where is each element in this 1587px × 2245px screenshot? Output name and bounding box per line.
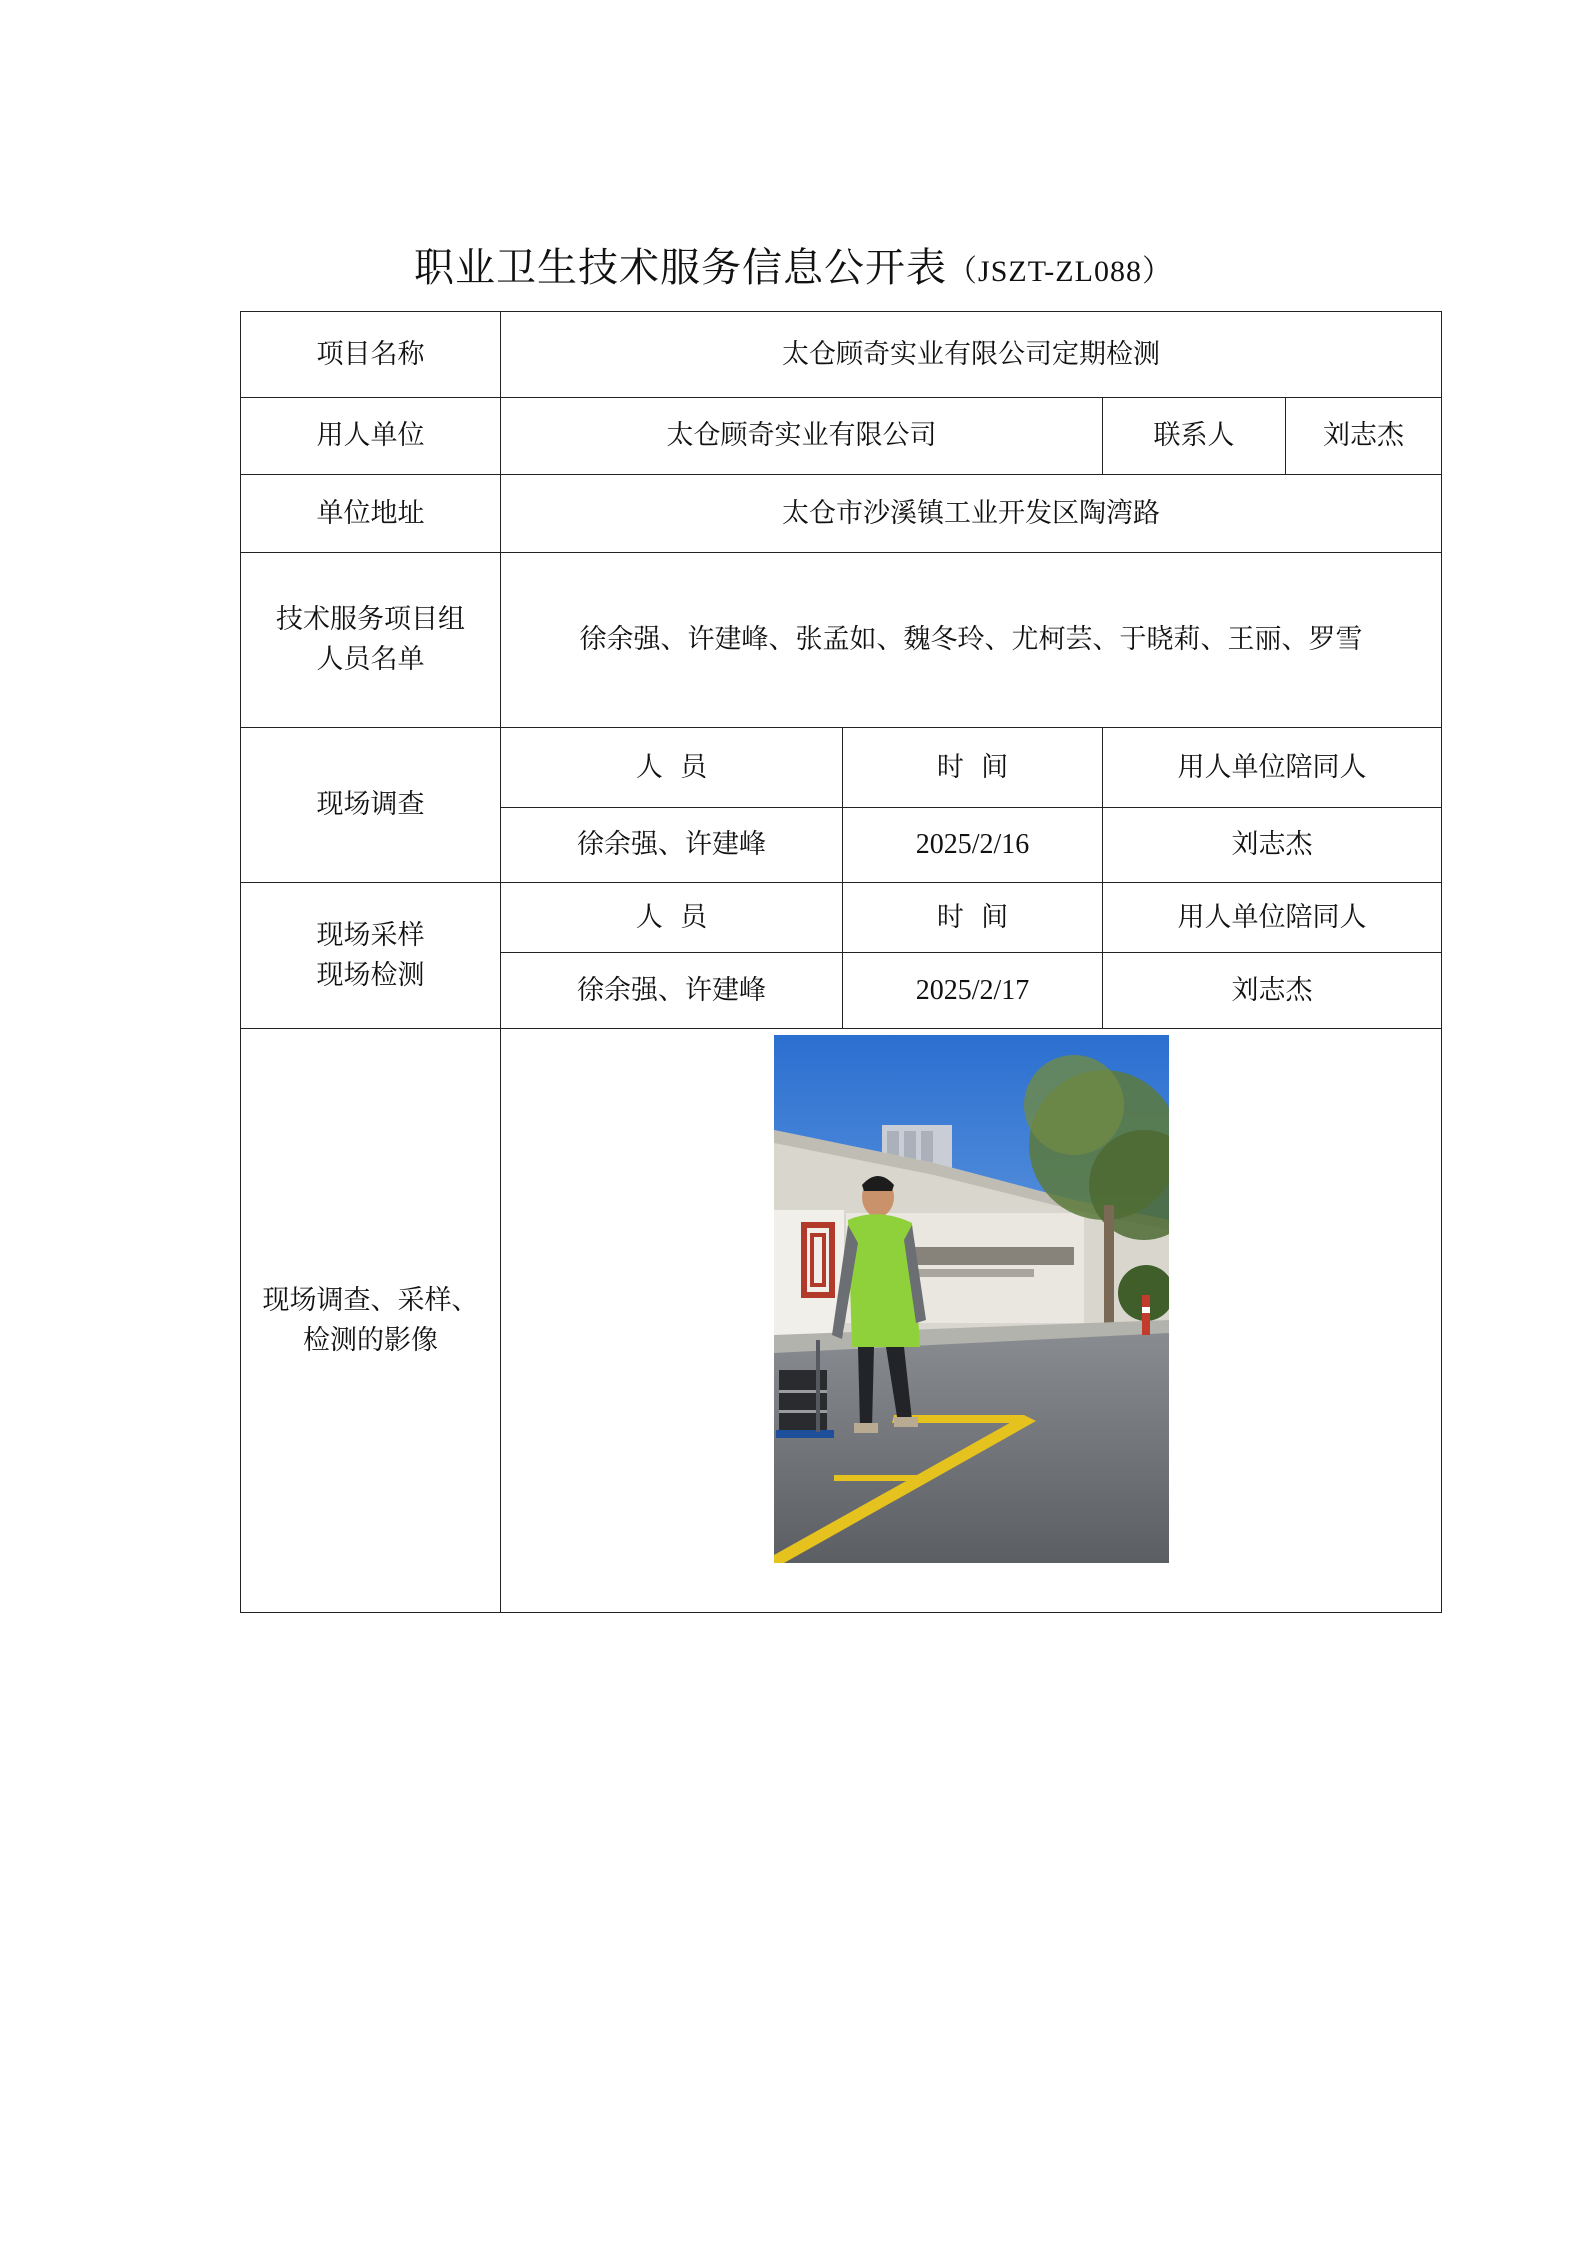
info-table <box>240 311 1442 1613</box>
contact-value: 刘志杰 <box>1286 398 1442 475</box>
contact-label: 联系人 <box>1103 398 1286 475</box>
survey-header-personnel: 人 员 <box>501 728 843 808</box>
title-code: （JSZT-ZL088） <box>947 255 1173 288</box>
sampling-escort: 刘志杰 <box>1103 953 1442 1029</box>
row-employer <box>241 398 1442 475</box>
row-team <box>241 553 1442 728</box>
sampling-label <box>241 883 501 1029</box>
image-label <box>241 1029 501 1613</box>
document-title <box>0 238 1587 302</box>
address-label: 单位地址 <box>241 475 501 553</box>
sampling-label-line1: 现场采样 <box>316 919 425 951</box>
team-label <box>241 553 501 728</box>
survey-label: 现场调查 <box>241 728 501 883</box>
sampling-header-personnel: 人 员 <box>501 883 843 953</box>
sampling-label-line2: 现场检测 <box>316 959 425 991</box>
employer-label: 用人单位 <box>241 398 501 475</box>
employer-value: 太仓顾奇实业有限公司 <box>501 398 1103 475</box>
team-label-line1: 技术服务项目组 <box>276 604 465 635</box>
title-main: 职业卫生技术服务信息公开表 <box>414 245 948 291</box>
sampling-header-escort: 用人单位陪同人 <box>1103 883 1442 953</box>
team-label-line2: 人员名单 <box>316 644 425 675</box>
address-value: 太仓市沙溪镇工业开发区陶湾路 <box>501 475 1442 553</box>
survey-time: 2025/2/16 <box>843 808 1103 883</box>
project-name-label: 项目名称 <box>241 312 501 398</box>
survey-header-escort: 用人单位陪同人 <box>1103 728 1442 808</box>
project-name-value: 太仓顾奇实业有限公司定期检测 <box>501 312 1442 398</box>
image-label-line1: 现场调查、采样、 <box>262 1284 479 1316</box>
sampling-time: 2025/2/17 <box>843 953 1103 1029</box>
image-label-line2: 检测的影像 <box>303 1324 438 1356</box>
row-image <box>241 1029 1442 1613</box>
traffic-post <box>1142 1295 1150 1335</box>
sampling-header-time: 时 间 <box>843 883 1103 953</box>
survey-escort: 刘志杰 <box>1103 808 1442 883</box>
row-sampling-header <box>241 883 1442 953</box>
survey-header-time: 时 间 <box>843 728 1103 808</box>
team-value: 徐余强、许建峰、张孟如、魏冬玲、尤柯芸、于晓莉、王丽、罗雪 <box>501 553 1442 728</box>
hand-trolley <box>776 1430 834 1438</box>
row-address <box>241 475 1442 553</box>
survey-personnel: 徐余强、许建峰 <box>501 808 843 883</box>
sampling-personnel: 徐余强、许建峰 <box>501 953 843 1029</box>
row-survey-header <box>241 728 1442 808</box>
site-photo <box>774 1035 1169 1563</box>
person-legs <box>858 1347 874 1427</box>
image-cell <box>501 1029 1442 1613</box>
row-project-name <box>241 312 1442 398</box>
